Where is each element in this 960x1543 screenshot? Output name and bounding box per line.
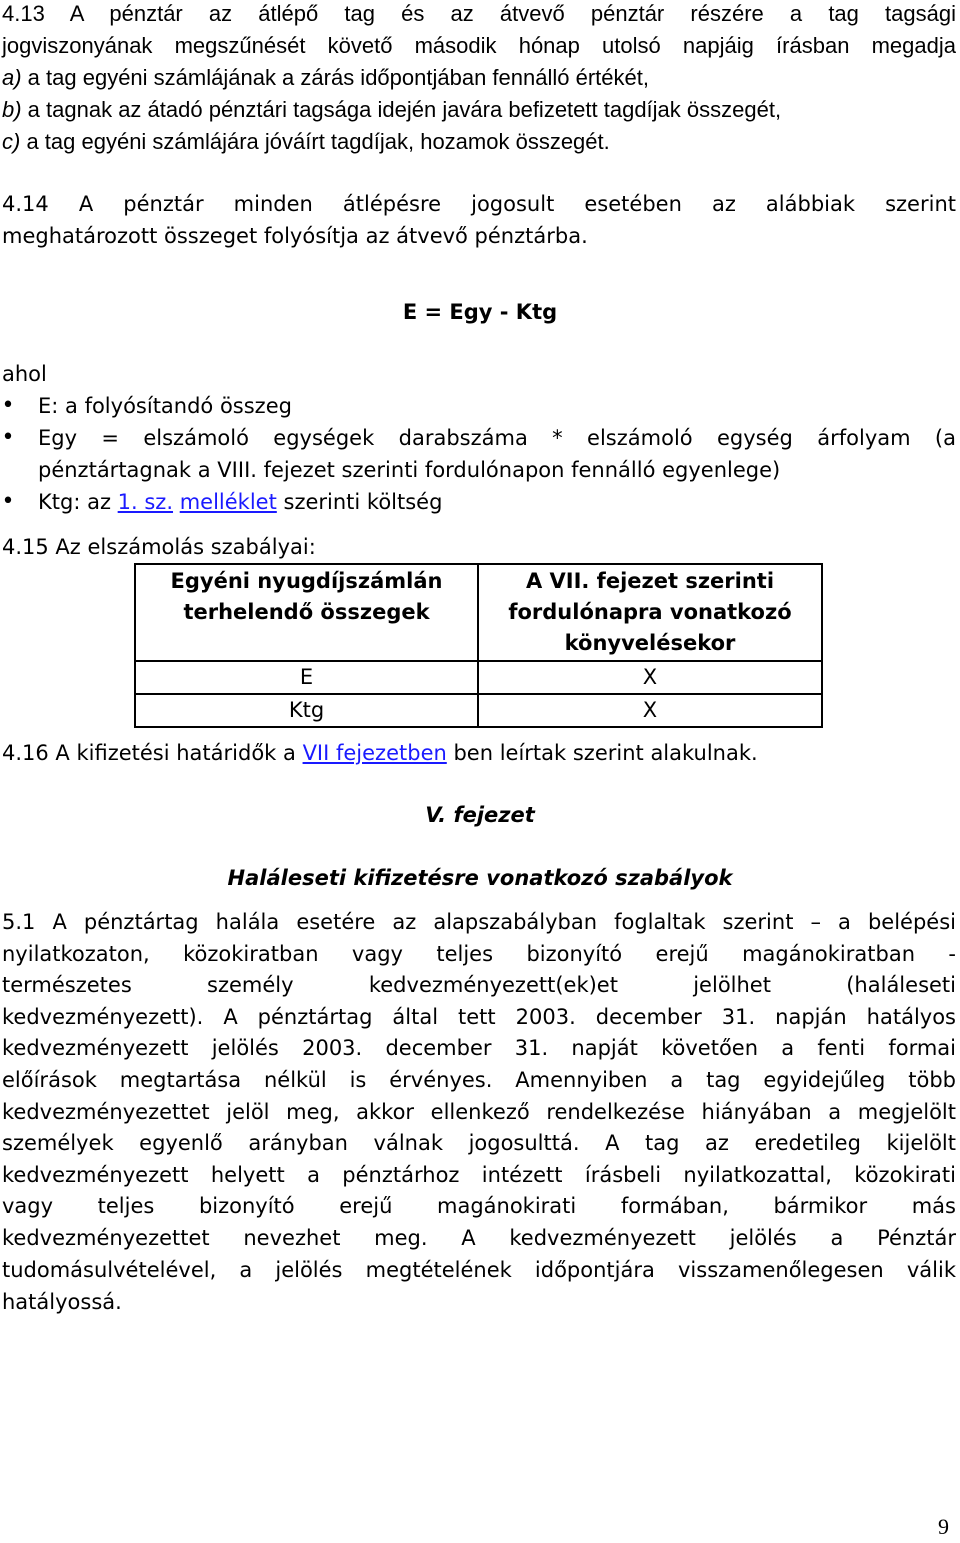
table-cell-item: Ktg bbox=[135, 694, 478, 727]
bullet-ktg bbox=[38, 486, 442, 518]
s413-a-label: a) bbox=[2, 65, 22, 90]
s51-line: kedvezményezettet nevezhet meg. A kedvezményezett jelölés a Pénztár bbox=[2, 1226, 956, 1250]
table-header-col2-line2: fordulónapra vonatkozó bbox=[508, 600, 792, 624]
page-number: 9 bbox=[938, 1514, 949, 1539]
table-header-row bbox=[135, 564, 822, 661]
s51-line: kedvezményezett jelölés 2003. december 31. napját követően a fenti formai bbox=[2, 1036, 956, 1061]
chapter-vii-link[interactable]: VII fejezetben bbox=[302, 741, 447, 765]
chapter-title-text: V. fejezet bbox=[425, 803, 535, 827]
annex-link[interactable]: melléklet bbox=[179, 490, 277, 514]
s51-line: természetes személy kedvezményezett(ek)et jelölhet (haláleseti bbox=[2, 973, 956, 998]
annex-number-link[interactable]: 1. sz. bbox=[117, 490, 174, 514]
bullet-egy-line1: Egy = elszámoló egységek darabszáma * elszámoló egység árfolyam (a bbox=[38, 426, 956, 450]
s413-c-label: c) bbox=[2, 129, 21, 154]
table-cell-mark: X bbox=[478, 694, 822, 727]
table-header-col2-line3: könyvelésekor bbox=[564, 631, 736, 655]
s51-line: kedvezményezettet jelöl meg, akkor ellenkező rendelkezése hiányában a megjelölt bbox=[2, 1099, 956, 1124]
s51-line: kedvezményezett). A pénztártag által tett 2003. december 31. napján hatályos bbox=[2, 1004, 956, 1029]
s414-line2: meghatározott összeget folyósítja az átvevő pénztárba. bbox=[2, 224, 588, 248]
chapter-title bbox=[0, 799, 960, 831]
chapter-subtitle bbox=[0, 862, 960, 894]
table-cell-item: E bbox=[135, 661, 478, 694]
s413-item-a bbox=[2, 62, 649, 94]
table-cell-mark: X bbox=[478, 661, 822, 694]
s413-b-text: a tagnak az átadó pénztári tagsága idején javára befizetett tagdíjak összegét, bbox=[21, 97, 782, 122]
bullet-dot-2: • bbox=[1, 425, 15, 450]
chapter-subtitle-text: Haláleseti kifizetésre vonatkozó szabályok bbox=[227, 866, 733, 890]
table-row bbox=[135, 661, 822, 694]
bullet-dot-1: • bbox=[1, 393, 15, 418]
s51-line: vagy teljes bizonyító erejű magánokirati formában, bármikor más bbox=[2, 1194, 956, 1219]
formula: E = Egy - Ktg bbox=[402, 300, 558, 324]
s413-b-label: b) bbox=[2, 97, 22, 122]
s51-last-line: hatályossá. bbox=[2, 1290, 122, 1314]
s51-line: előírások megtartása nélkül is érvényes. Amennyiben a tag egyidejűleg több bbox=[2, 1068, 956, 1092]
s413-a-text: a tag egyéni számlájának a zárás időpontjában fennálló értékét, bbox=[21, 65, 649, 90]
s413-c-text: a tag egyéni számlájára jóváírt tagdíjak, hozamok összegét. bbox=[20, 129, 610, 154]
bullet-egy-line2: pénztártagnak a VIII. fejezet szerinti fordulónapon fennálló egyenlege) bbox=[38, 458, 781, 482]
s416-post: ben leírtak szerint alakulnak. bbox=[446, 741, 758, 765]
bullet-e: E: a folyósítandó összeg bbox=[38, 394, 292, 418]
bullet-dot-3: • bbox=[1, 489, 15, 514]
s416 bbox=[2, 737, 758, 769]
s51-line: személyek egyenlő arányban válnak jogosulttá. A tag az eredetileg kijelölt bbox=[2, 1131, 956, 1156]
s51-line: nyilatkozaton, közokiratban vagy teljes bizonyító erejű magánokiratban - bbox=[2, 941, 956, 966]
s413-item-c bbox=[2, 126, 610, 158]
table-header-col1-line2: terhelendő összegek bbox=[183, 600, 430, 624]
table-header-col2-line1: A VII. fejezet szerinti bbox=[525, 569, 775, 593]
s413-line2: jogviszonyának megszűnését követő második hónap utolsó napjáig írásban megadja bbox=[2, 33, 956, 58]
where-label: ahol bbox=[2, 362, 47, 386]
s51-line: 5.1 A pénztártag halála esetére az alapszabályban foglaltak szerint – a belépési bbox=[2, 910, 956, 934]
table-header-col1-line1: Egyéni nyugdíjszámlán bbox=[170, 569, 443, 593]
s51-line: tudomásulvételével, a jelölés megtételének időpontjára visszamenőlegesen válik bbox=[2, 1257, 956, 1282]
s51-line: kedvezményezett helyett a pénztárhoz intézett írásbeli nyilatkozattal, közokirati bbox=[2, 1162, 956, 1187]
settlement-table bbox=[134, 563, 823, 728]
s413-item-b bbox=[2, 94, 781, 126]
s415-title: 4.15 Az elszámolás szabályai: bbox=[2, 535, 316, 559]
table-header-col2 bbox=[478, 564, 822, 661]
s414-line1: 4.14 A pénztár minden átlépésre jogosult esetében az alábbiak szerint bbox=[2, 192, 956, 216]
bullet-ktg-pre: Ktg: az bbox=[38, 490, 118, 514]
table-row bbox=[135, 694, 822, 727]
bullet-ktg-post: szerinti költség bbox=[276, 490, 443, 514]
table-header-col1 bbox=[135, 564, 478, 661]
s413-line1: 4.13 A pénztár az átlépő tag és az átvevő pénztár részére a tag tagsági bbox=[2, 1, 956, 26]
s416-pre: 4.16 A kifizetési határidők a bbox=[2, 741, 303, 765]
